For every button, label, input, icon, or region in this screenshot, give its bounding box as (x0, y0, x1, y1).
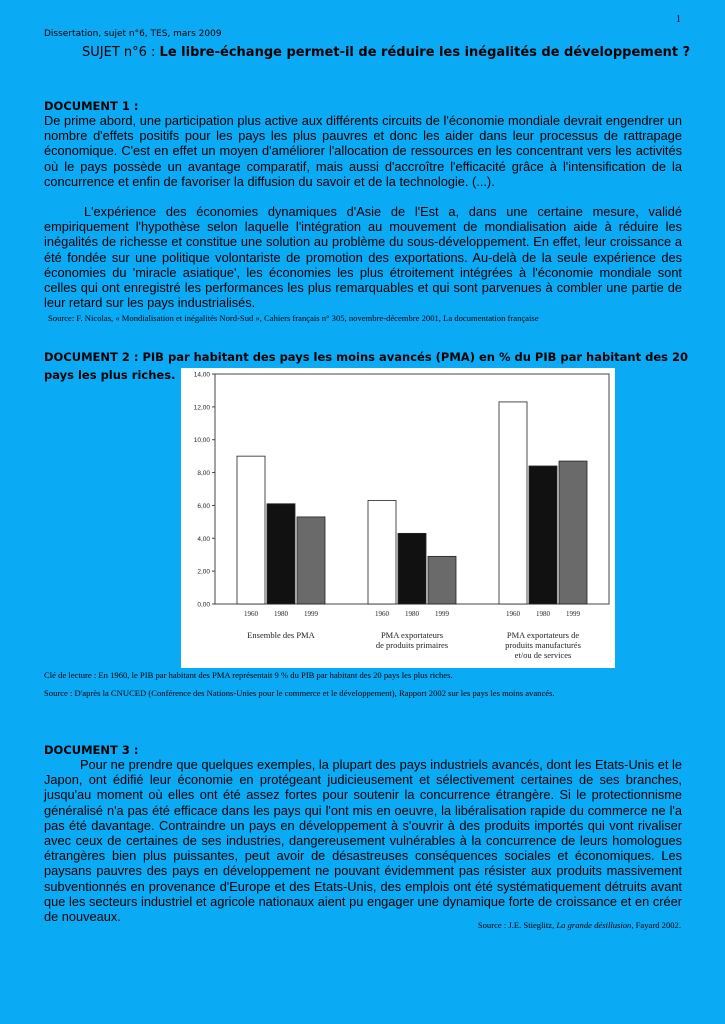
y-tick-label: 6,00 (197, 502, 210, 510)
doc3-source (478, 920, 681, 930)
doc1-paragraph-2-text: L'expérience des économies dynamiques d'Asie de l'Est a, dans une certaine mesure, validé empiriquement l'hypothèse selon laquelle l'intégration au mouvement de mondialisation aide à réduire les inégalités de richesse et constitue une solution au problème du sous-développement. En effet, leur croissance a été fondée sur une politique volontariste de promotion des exportations. Au-delà de la seule expérience des économies du 'miracle asiatique', les économies les plus étroitement intégrées à l'économie mondiale sont celles qui ont enregistré les performances les plus remarquables et qui sont parvenues à combler une partie de leur retard sur les pays industrialisés. (44, 204, 682, 311)
doc2-reading-key: Clé de lecture : En 1960, le PIB par habitant des PMA représentait 9 % du PIB par habitant des 20 pays les plus riches. (44, 670, 453, 680)
doc2-heading-line-1: DOCUMENT 2 : PIB par habitant des pays les moins avancés (PMA) en % du PIB par habitant des 20 (44, 350, 688, 364)
bar (529, 466, 557, 604)
group-label: Ensemble des PMA (247, 630, 315, 640)
y-tick-label: 10,00 (193, 437, 210, 445)
doc3-source-title: La grande désillusion (556, 920, 632, 930)
y-tick-label: 12,00 (193, 404, 210, 412)
doc3-source-suffix: , Fayard 2002. (631, 920, 681, 930)
year-label: 1960 (506, 610, 520, 618)
group-label: de produits primaires (375, 640, 449, 650)
bar (499, 402, 527, 604)
bar-chart (181, 368, 615, 668)
group-label: PMA exportateurs (380, 630, 444, 640)
doc3-paragraph-text: Pour ne prendre que quelques exemples, la plupart des pays industriels avancés, dont les Etats-Unis et le Japon, ont édifié leur économie en protégeant judicieusement et sélectivement certaines de ses branches, jusqu'au moment où elles ont été assez fortes pour soutenir la concurrence étrangère. Si le protectionnisme généralisé n'a pas été efficace dans les pays qui l'ont mis en oeuvre, la libéralisation rapide du commerce ne l'a pas été davantage. Contraindre un pays en développement à s'ouvrir à des produits importés qui vont rivaliser avec ceux de certaines de ses industries, dangereusement vulnérables à la concurrence de leurs homologues étrangères bien plus puissantes, peut avoir de désastreuses conséquences sociales et économiques. Les paysans pauvres des pays en développement ne pouvant évidemment pas résister aux produits massivement subventionnés en provenance d'Europe et des Etats-Unis, des emplois ont été systématiquement détruits avant que les secteurs industriel et agricole nationaux aient pu engager une dynamique forte de croissance et en créer de nouveaux. (44, 757, 682, 925)
year-label: 1980 (405, 610, 419, 618)
y-tick-label: 2,00 (197, 568, 210, 576)
group-label: PMA exportateurs de (506, 630, 580, 640)
year-label: 1999 (304, 610, 318, 618)
doc3-source-prefix: Source : J.E. Stieglitz, (477, 920, 557, 930)
group-label: produits manufacturés (505, 640, 581, 650)
year-label: 1999 (435, 610, 449, 618)
year-label: 1980 (274, 610, 288, 618)
bar (297, 517, 325, 604)
doc3-heading: DOCUMENT 3 : (44, 743, 139, 757)
group-label: et/ou de services (514, 650, 572, 660)
bar (398, 533, 426, 604)
bar (368, 501, 396, 605)
year-label: 1960 (244, 610, 258, 618)
year-label: 1960 (375, 610, 389, 618)
doc1-paragraph-2 (44, 204, 682, 310)
document-header: Dissertation, sujet n°6, TES, mars 2009 (44, 29, 222, 39)
doc2-heading-line-2: pays les plus riches. (44, 368, 176, 382)
bar (428, 556, 456, 604)
doc1-paragraph-1: De prime abord, une participation plus active aux différents circuits de l'économie mondiale devrait engendrer un nombre d'effets positifs pour les pays les plus pauvres et donc les aider dans leur processus de rattrapage économique. C'est en effet un moyen d'améliorer l'allocation de ressources en les concentrant vers les activités où le pays possède un avantage comparatif, mais aussi d'accroître l'efficacité grâce à l'intensification de la concurrence et enfin de favoriser la diffusion du savoir et de la technologie. (...). (44, 113, 682, 189)
y-tick-label: 8,00 (197, 470, 210, 478)
page-number: 1 (676, 14, 681, 25)
bar (559, 461, 587, 604)
y-tick-label: 0,00 (197, 601, 210, 609)
doc1-source: Source: F. Nicolas, « Mondialisation et inégalités Nord-Sud », Cahiers français n° 305, novembre-décembre 2001, La documentation française (48, 313, 539, 323)
subject-question: Le libre-échange permet-il de réduire les inégalités de développement ? (159, 45, 691, 60)
y-tick-label: 4,00 (197, 535, 210, 543)
subject-prefix: SUJET n°6 : (82, 45, 160, 60)
doc1-heading: DOCUMENT 1 : (44, 99, 139, 113)
subject-title (82, 45, 690, 60)
bar (267, 504, 295, 604)
bar (237, 456, 265, 604)
year-label: 1980 (536, 610, 550, 618)
bar-chart-svg (181, 368, 615, 668)
year-label: 1999 (566, 610, 580, 618)
y-tick-label: 14,00 (193, 371, 210, 379)
doc2-source: Source : D'après la CNUCED (Conférence des Nations-Unies pour le commerce et le développement), Rapport 2002 sur les pays les moins avancés. (44, 688, 555, 698)
doc3-paragraph (44, 757, 682, 924)
